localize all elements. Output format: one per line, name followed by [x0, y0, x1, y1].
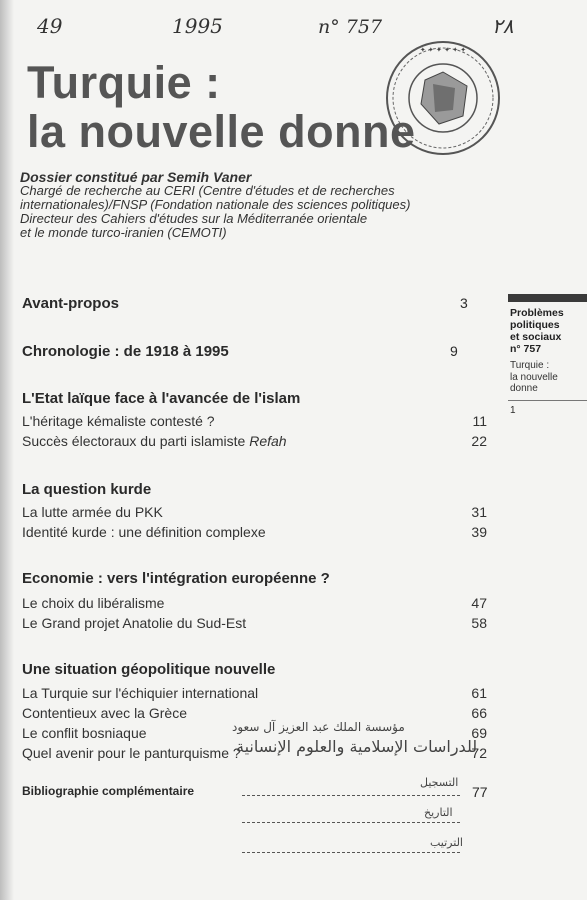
stamp-field-line	[242, 795, 460, 796]
toc-label: Chronologie : de 1918 à 1995	[22, 343, 229, 360]
toc-entry[interactable]	[22, 685, 487, 701]
toc-page: 47	[471, 595, 487, 611]
toc-page: 61	[471, 685, 487, 701]
toc-bibliographie[interactable]	[22, 784, 488, 800]
toc-page: 77	[472, 784, 488, 800]
toc-label: La Turquie sur l'échiquier international	[22, 685, 259, 701]
series-line: et sociaux	[510, 331, 562, 343]
toc-label: Le choix du libéralisme	[22, 595, 165, 611]
toc-label: Contentieux avec la Grèce	[22, 705, 187, 721]
toc-page: 9	[450, 343, 458, 359]
byline-line: Directeur des Cahiers d'études sur la Méditerranée orientale	[20, 211, 368, 226]
toc-page: 22	[471, 433, 487, 449]
svg-text:✦ ✦ ✦ ✦ ✦ ✦: ✦ ✦ ✦ ✦ ✦ ✦	[419, 46, 467, 54]
toc-entry[interactable]	[22, 433, 487, 449]
byline	[20, 170, 410, 240]
toc-page: 11	[472, 413, 487, 429]
toc-entry[interactable]	[22, 615, 487, 631]
toc-chronologie[interactable]	[22, 343, 458, 360]
stamp-field-line	[242, 852, 460, 853]
toc-label: La lutte armée du PKK	[22, 504, 163, 520]
toc-section-title: Une situation géopolitique nouvelle	[22, 661, 276, 678]
toc-page: 69	[471, 725, 487, 741]
byline-line: Chargé de recherche au CERI (Centre d'études et de recherches	[20, 183, 395, 198]
handwritten-number-right: ٢٨	[492, 14, 514, 38]
toc-page: 72	[471, 745, 487, 761]
scan-edge	[0, 0, 14, 900]
toc-section-title: Economie : vers l'intégration européenne ?	[22, 570, 330, 587]
toc-page: 58	[471, 615, 487, 631]
byline-line: et le monde turco-iranien (CEMOTI)	[20, 225, 227, 240]
byline-line: internationales)/FNSP (Fondation nationale des sciences politiques)	[20, 197, 411, 212]
stamp-institution: مؤسسة الملك عبد العزيز آل سعود	[232, 720, 405, 734]
stamp-field-date: التاريخ	[424, 806, 453, 819]
toc-section-title: L'Etat laïque face à l'avancée de l'islam	[22, 390, 301, 407]
toc-label: Quel avenir pour le panturquisme ?	[22, 745, 241, 761]
series-line: politiques	[510, 319, 560, 331]
subtitle-line: la nouvelle	[510, 371, 558, 383]
series-name	[508, 307, 587, 355]
toc-page: 66	[471, 705, 487, 721]
toc-entry[interactable]	[22, 413, 487, 429]
toc-entry[interactable]	[22, 595, 487, 611]
stamp-institution-subtitle: للدراسات الإسلامية والعلوم الإنسانية	[236, 737, 478, 756]
subtitle-line: Turquie :	[510, 360, 550, 371]
toc-avant-propos[interactable]	[22, 295, 468, 312]
stamp-field-registration: التسجيل	[420, 776, 459, 789]
stamp-field-line	[242, 822, 460, 823]
title-line-2: la nouvelle donne	[27, 106, 416, 157]
page-title	[27, 58, 416, 156]
toc-label: Bibliographie complémentaire	[22, 784, 195, 798]
toc-label: Le conflit bosniaque	[22, 725, 147, 741]
toc-page: 3	[460, 295, 468, 311]
toc-label-italic: Refah	[249, 433, 287, 449]
handwritten-number-left: 49	[37, 14, 63, 38]
handwritten-year: 1995	[172, 14, 223, 38]
toc-page: 31	[471, 504, 487, 520]
series-line: Problèmes	[510, 307, 564, 319]
sidebar-subtitle	[508, 360, 587, 401]
title-line-1: Turquie :	[27, 57, 221, 108]
toc-page: 39	[471, 524, 487, 540]
sidebar-bar	[508, 294, 587, 302]
sidebar-page-number: 1	[510, 404, 516, 416]
subtitle-line: donne	[510, 383, 538, 394]
byline-heading: Dossier constitué par Semih Vaner	[20, 169, 252, 185]
toc-label: Avant-propos	[22, 295, 119, 312]
toc-entry[interactable]	[22, 504, 487, 520]
toc-entry[interactable]	[22, 524, 487, 540]
toc-label: Identité kurde : une définition complexe	[22, 524, 266, 540]
series-line: n° 757	[510, 343, 542, 355]
stamp-field-classification: الترتيب	[430, 836, 463, 849]
toc-label: Succès électoraux du parti islamiste	[22, 433, 250, 449]
handwritten-issue: n° 757	[318, 16, 383, 38]
toc-entry[interactable]	[22, 705, 487, 721]
toc-section-title: La question kurde	[22, 481, 152, 498]
toc-label: Le Grand projet Anatolie du Sud-Est	[22, 615, 247, 631]
toc-label: L'héritage kémaliste contesté ?	[22, 413, 215, 429]
series-sidebar	[508, 294, 587, 416]
